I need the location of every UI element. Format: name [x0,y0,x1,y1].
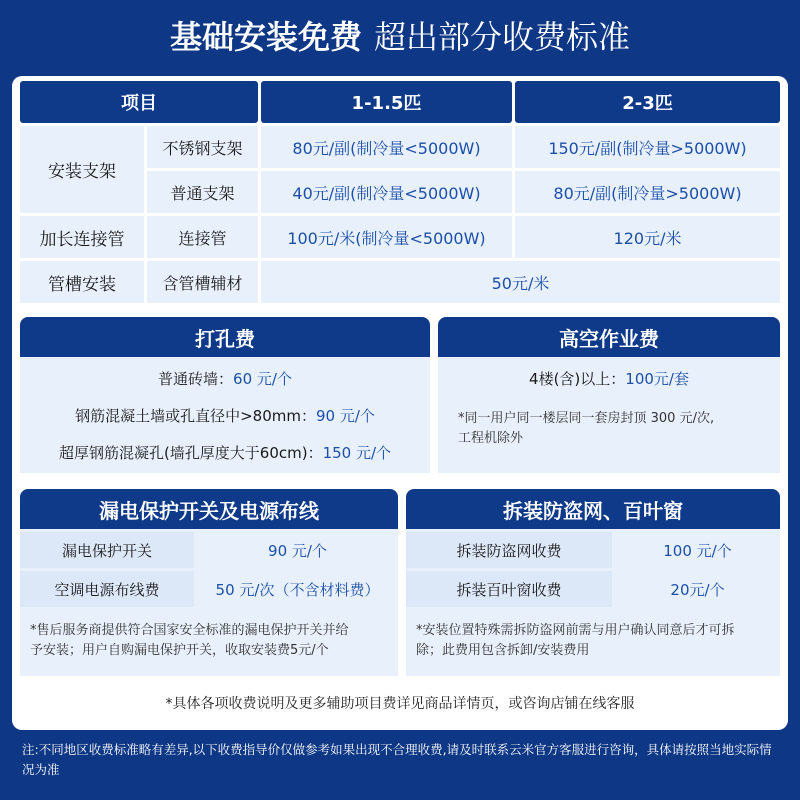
duct-name: 含管槽辅材 [147,261,258,303]
removal-blind-name: 拆装百叶窗收费 [406,571,612,607]
header-large: 2-3匹 [515,81,780,123]
altitude-price: 100元/套 [625,370,689,388]
duct-price: 50元/米 [261,261,780,303]
leakage-wiring-price: 50 元/次（不含材料费） [197,571,398,607]
main-panel [12,76,788,730]
duct-label: 管槽安装 [20,261,144,303]
drilling-title: 打孔费 [20,317,430,357]
altitude-note: *同一用户同一楼层同一套房封顶 300 元/次, 工程机除外 [458,411,715,446]
removal-title: 拆装防盗网、百叶窗 [406,489,780,529]
bracket-stainless-large: 150元/副(制冷量>5000W) [515,126,780,168]
bracket-normal-large: 80元/副(制冷量>5000W) [515,171,780,213]
footer-disclaimer: 注:不同地区收费标准略有差异,以下收费指导价仅做参考如果出现不合理收费,请及时联系云米官方客服进行咨询，具体请按照当地实际情况为准 [22,742,772,777]
bracket-stainless-name: 不锈钢支架 [147,126,258,168]
extension-name: 连接管 [147,216,258,258]
drilling-price-thick: 150 元/个 [322,444,392,462]
drilling-item-brick: 普通砖墙：60 元/个 [158,370,292,388]
drilling-price-brick: 60 元/个 [233,370,292,388]
extension-small: 100元/米(制冷量<5000W) [261,216,512,258]
leakage-title: 漏电保护开关及电源布线 [20,489,398,529]
removal-net-name: 拆装防盗网收费 [406,532,612,568]
leakage-wiring-name: 空调电源布线费 [20,571,194,607]
removal-note: *安装位置特殊需拆防盗网前需与用户确认同意后才可拆 除；此费用包含拆卸/安装费用 [416,623,735,658]
removal-net-price: 100 元/个 [615,532,780,568]
drilling-price-concrete: 90 元/个 [315,407,375,425]
title-normal: 超出部分收费标准 [374,18,631,56]
page-title [0,0,800,74]
header-small: 1-1.5匹 [261,81,512,123]
bottom-note: *具体各项收费说明及更多辅助项目费详见商品详情页，或咨询店铺在线客服 [165,696,635,712]
header-item: 项目 [20,81,258,123]
bracket-label: 安装支架 [20,126,144,213]
bracket-normal-name: 普通支架 [147,171,258,213]
bracket-normal-small: 40元/副(制冷量<5000W) [261,171,512,213]
title-bold: 基础安装免费 [169,18,362,56]
leakage-note: *售后服务商提供符合国家安全标准的漏电保护开关并给 予安装；用户自购漏电保护开关，收取安装费5元/个 [30,623,349,658]
extension-label: 加长连接管 [20,216,144,258]
drilling-item-thick: 超厚钢筋混凝孔(墙孔厚度大于60cm)：150 元/个 [58,444,392,462]
leakage-switch-price: 90 元/个 [197,532,398,568]
leakage-switch-name: 漏电保护开关 [20,532,194,568]
bracket-stainless-small: 80元/副(制冷量<5000W) [261,126,512,168]
altitude-item: 4楼(含)以上：100元/套 [529,370,689,388]
removal-blind-price: 20元/个 [615,571,780,607]
altitude-title: 高空作业费 [438,317,780,357]
extension-large: 120元/米 [515,216,780,258]
drilling-item-concrete: 钢筋混凝土墙或孔直径中>80mm：90 元/个 [75,407,375,425]
